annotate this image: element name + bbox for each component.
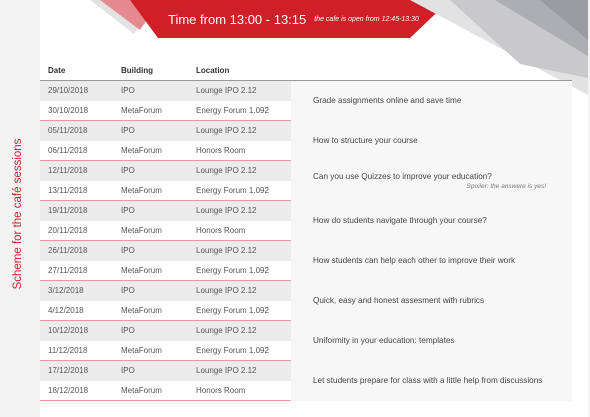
session-subnote: Spoiler: the answere is yes! [466,182,546,190]
cell-date: 11/12/2018 [40,341,113,361]
cell-location: Honors Room [188,141,291,161]
session-topic [291,121,572,161]
session-topic [291,281,572,321]
session-topic-text: Uniformity in your education: templates [313,336,455,345]
header-topic [291,60,572,81]
cell-location: Lounge IPO 2.12 [188,321,291,341]
cell-building: IPO [113,281,188,301]
schedule-body [40,81,572,401]
cell-building: MetaForum [113,341,188,361]
cell-building: IPO [113,81,188,101]
session-topic-text: Quick, easy and honest assesment with rubrics [313,296,485,305]
cell-building: IPO [113,321,188,341]
session-topic-text: How do students navigate through your course? [313,216,487,225]
session-topic [291,361,572,401]
cell-building: MetaForum [113,181,188,201]
cell-date: 13/11/2018 [40,181,113,201]
cell-date: 3/12/2018 [40,281,113,301]
session-topic [291,201,572,241]
cell-building: IPO [113,361,188,381]
session-topic [291,241,572,281]
cell-building: IPO [113,241,188,261]
header-building: Building [113,60,188,81]
session-topic-text: How students can help each other to improve their work [313,256,516,265]
cell-date: 12/11/2018 [40,161,113,181]
cell-location: Energy Forum 1.092 [188,101,291,121]
cell-date: 05/11/2018 [40,121,113,141]
session-topic-text: Can you use Quizzes to improve your education? [313,171,492,181]
cell-location: Lounge IPO 2.12 [188,161,291,181]
cell-date: 10/12/2018 [40,321,113,341]
cell-building: MetaForum [113,101,188,121]
cell-date: 26/11/2018 [40,241,113,261]
cell-location: Honors Room [188,381,291,401]
table-row [40,121,572,141]
session-time-banner [168,0,450,38]
cell-date: 27/11/2018 [40,261,113,281]
session-topic-text: Let students prepare for class with a little help from discussions [313,376,543,385]
table-header-row [40,60,572,81]
cell-location: Energy Forum 1.092 [188,301,291,321]
cell-building: MetaForum [113,381,188,401]
table-row [40,361,572,381]
table-row [40,201,572,221]
cell-date: 29/10/2018 [40,81,113,101]
table-row [40,161,572,181]
cell-location: Lounge IPO 2.12 [188,121,291,141]
session-schedule-table [40,60,572,401]
header-date: Date [40,60,113,81]
cell-date: 4/12/2018 [40,301,113,321]
cell-date: 19/11/2018 [40,201,113,221]
cell-location: Energy Forum 1.092 [188,261,291,281]
cell-date: 20/11/2018 [40,221,113,241]
table-row [40,241,572,261]
cell-building: IPO [113,121,188,141]
schedule-page [40,0,588,417]
side-title-text: Scheme for the café sessions [12,138,24,290]
cell-building: IPO [113,201,188,221]
header-location: Location [188,60,291,81]
cell-location: Lounge IPO 2.12 [188,241,291,261]
cell-building: IPO [113,161,188,181]
cell-location: Lounge IPO 2.12 [188,281,291,301]
cell-location: Lounge IPO 2.12 [188,361,291,381]
cafe-opening-note: the cafe is open from 12:45-13:30 [314,15,419,23]
table-row [40,281,572,301]
session-topic-text: Grade assignments online and save time [313,96,462,106]
session-topic [291,321,572,361]
table-row [40,81,572,101]
session-topic [291,81,572,121]
session-time: Time from 13:00 - 13:15 [168,11,307,27]
cell-date: 30/10/2018 [40,101,113,121]
table-row [40,321,572,341]
cell-building: MetaForum [113,261,188,281]
cell-location: Energy Forum 1.092 [188,341,291,361]
cell-building: MetaForum [113,141,188,161]
cell-building: MetaForum [113,301,188,321]
cell-location: Lounge IPO 2.12 [188,201,291,221]
cell-location: Lounge IPO 2.12 [188,81,291,101]
cell-building: MetaForum [113,221,188,241]
cell-date: 06/11/2018 [40,141,113,161]
cell-date: 18/12/2018 [40,381,113,401]
cell-date: 17/12/2018 [40,361,113,381]
cell-location: Energy Forum 1.092 [188,181,291,201]
session-topic-text: How to structure your course [313,136,418,145]
cell-location: Honors Room [188,221,291,241]
session-topic [291,161,572,201]
